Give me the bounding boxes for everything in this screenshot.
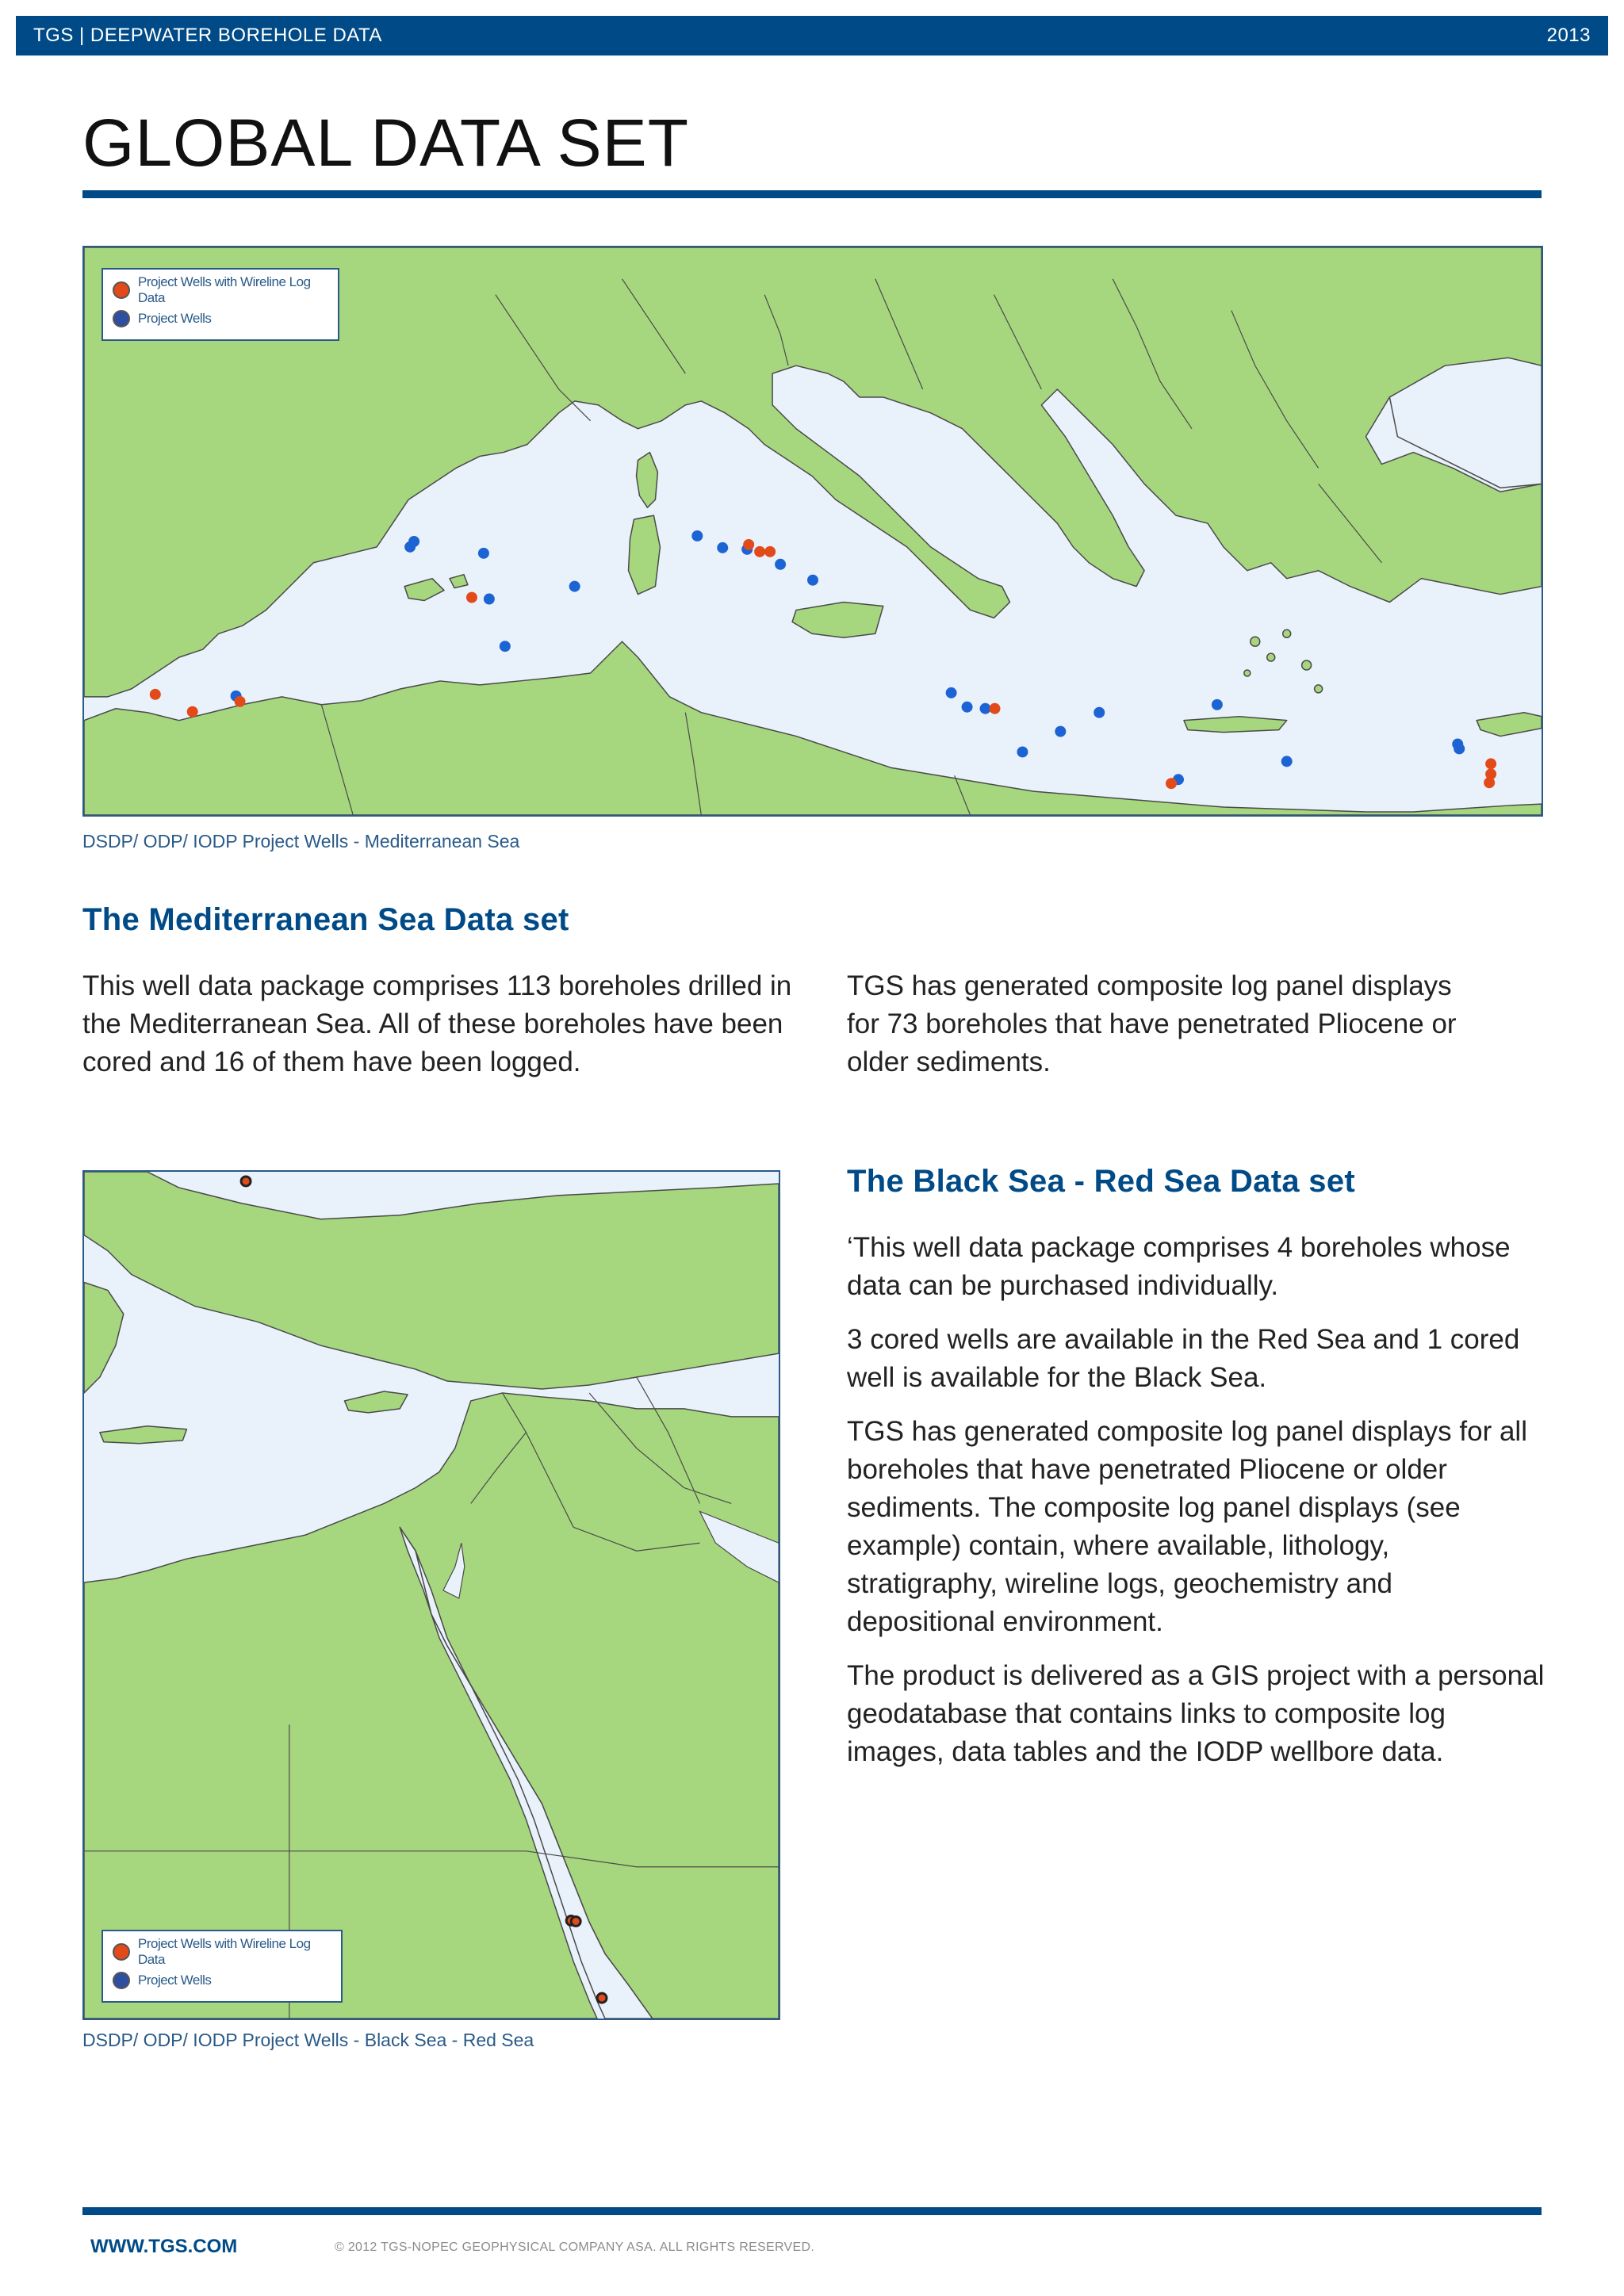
legend-wireline-label: Project Wells with Wireline Log Data (138, 1936, 311, 1967)
black-red-sea-text (847, 1229, 1545, 1787)
black-red-sea-legend (102, 1930, 343, 2003)
legend-wireline-label: Project Wells with Wireline Log Data (138, 274, 311, 305)
legend-row-project (113, 304, 328, 333)
legend-row-wireline (113, 276, 328, 304)
black-red-sea-paragraph: TGS has generated composite log panel displays for all boreholes that have penetrated Pliocene or older sediments. The composite log panel displays (see example) contain, where available, lithology, stratigraphy, wireline logs, geochemistry and depositional environment. (847, 1416, 1527, 1637)
mediterranean-left-text: This well data package comprises 113 boreholes drilled in the Mediterranean Sea. All of these boreholes have been cored and 16 of them have been logged. (82, 970, 792, 1077)
project-well-icon (113, 1972, 130, 1989)
black-red-sea-map-caption: DSDP/ ODP/ IODP Project Wells - Black Sea - Red Sea (82, 2030, 534, 2050)
project-well-icon (113, 310, 130, 327)
legend-project-label: Project Wells (138, 1973, 212, 1988)
page-title: GLOBAL DATA SET (82, 105, 690, 180)
black-red-sea-map-graphic (84, 1172, 779, 2019)
footer-copyright: © 2012 TGS-NOPEC GEOPHYSICAL COMPANY ASA. ALL RIGHTS RESERVED. (335, 2241, 815, 2254)
black-red-sea-paragraph: 3 cored wells are available in the Red Sea and 1 cored well is available for the Black Sea. (847, 1324, 1520, 1393)
black-red-sea-paragraph: ‘This well data package comprises 4 boreholes whose data can be purchased individually. (847, 1232, 1511, 1301)
mediterranean-heading: The Mediterranean Sea Data set (82, 902, 569, 937)
footer-url-link[interactable]: WWW.TGS.COM (90, 2236, 238, 2257)
mediterranean-map (82, 246, 1543, 817)
legend-row-wireline (113, 1938, 331, 1966)
footer-divider (82, 2207, 1542, 2215)
mediterranean-right-text: TGS has generated composite log panel displays for 73 boreholes that have penetrated Pliocene or older sediments. (847, 970, 1457, 1077)
black-red-sea-heading: The Black Sea - Red Sea Data set (847, 1164, 1355, 1199)
mediterranean-map-caption: DSDP/ ODP/ IODP Project Wells - Mediterranean Sea (82, 831, 520, 851)
wireline-well-icon (113, 281, 130, 299)
mediterranean-legend (102, 268, 339, 341)
legend-project-label: Project Wells (138, 311, 212, 326)
legend-row-project (113, 1966, 331, 1995)
title-divider (82, 190, 1542, 198)
header-label: TGS | DEEPWATER BOREHOLE DATA (33, 25, 382, 46)
black-red-sea-map (82, 1170, 780, 2020)
black-red-sea-paragraph: The product is delivered as a GIS project with a personal geodatabase that contains links to composite log images, data tables and the IODP wellbore data. (847, 1660, 1545, 1767)
wireline-well-icon (113, 1943, 130, 1961)
header-bar (16, 16, 1608, 55)
header-year: 2013 (1546, 25, 1591, 46)
